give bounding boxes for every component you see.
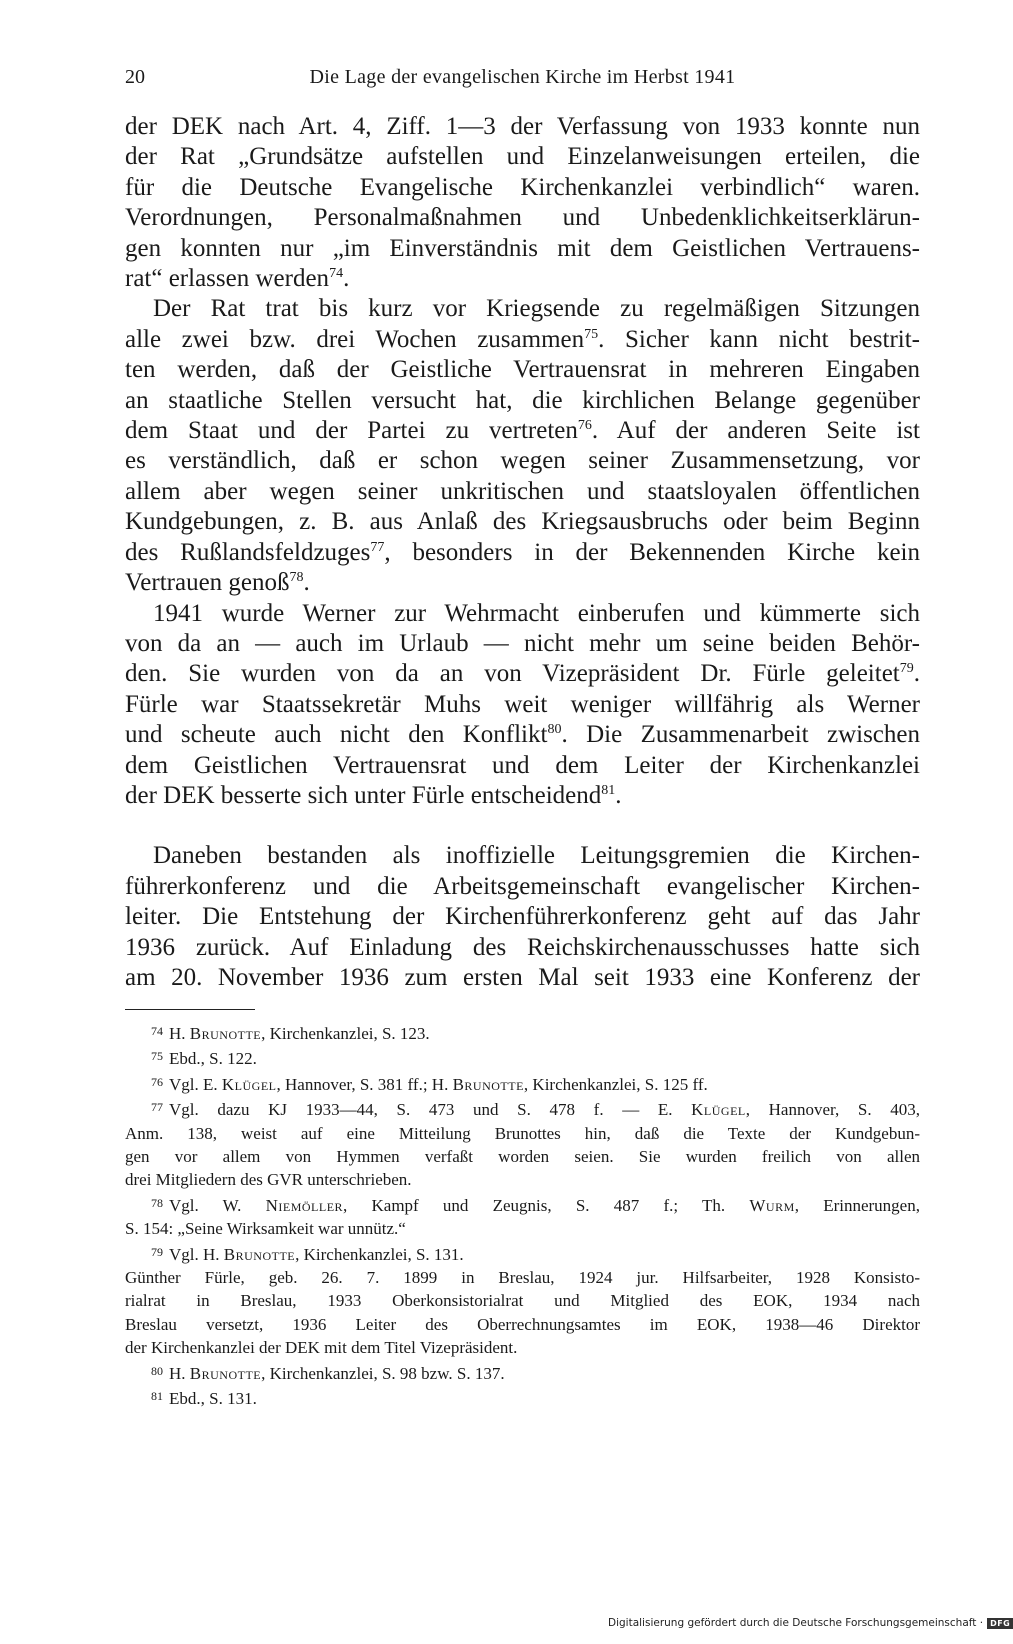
text-line xyxy=(125,325,920,355)
footnote-ref[interactable]: 75 xyxy=(584,326,599,342)
text-fragment: dem Staat und der Partei zu vertreten xyxy=(125,417,578,445)
text-line: rat“ erlassen werden$^{74}$. xyxy=(125,265,350,293)
footnote-78 xyxy=(125,1192,920,1241)
author-name: Brunotte xyxy=(223,1244,296,1264)
text-fragment: . Sicher kann nicht bestrit- xyxy=(598,325,921,353)
footnote-line xyxy=(125,1385,920,1410)
dfg-logo[interactable]: DFG xyxy=(987,1618,1013,1629)
footnote-line: rialrat in Breslau, 1933 Oberkonsistorialrat und Mitglied des EOK, 1934 nach xyxy=(125,1291,920,1311)
main-text xyxy=(125,112,920,993)
text-fragment: . xyxy=(913,660,920,688)
text-line: leiter. Die Entstehung der Kirchenführerkonferenz geht auf das Jahr xyxy=(125,903,920,931)
footnote-line: gen vor allem von Hymmen verfaßt worden seien. Sie wurden freilich von allen xyxy=(125,1147,920,1167)
author-name: Klügel xyxy=(691,1100,746,1120)
paragraph-2 xyxy=(125,294,920,598)
footnote-mark: 80 xyxy=(151,1363,163,1378)
footnote-76 xyxy=(125,1071,920,1096)
footnote-ref[interactable]: 77 xyxy=(370,539,385,555)
footnote-line: Günther Fürle, geb. 26. 7. 1899 in Breslau, 1924 jur. Hilfsarbeiter, 1928 Konsisto- xyxy=(125,1268,920,1288)
author-name: Wurm xyxy=(749,1195,795,1215)
text-line xyxy=(125,720,920,750)
text-fragment: H. xyxy=(169,1363,190,1383)
text-line: 1941 wurde Werner zur Wehrmacht einberufen und kümmerte sich xyxy=(153,599,920,627)
page-header xyxy=(125,66,920,100)
credit-text: Digitalisierung gefördert durch die Deutsche Forschungsgemeinschaft · xyxy=(608,1617,984,1629)
author-name: Klügel xyxy=(221,1074,277,1094)
author-name: Brunotte xyxy=(189,1024,262,1043)
footnote-line xyxy=(125,1192,920,1217)
footnotes xyxy=(125,1020,920,1411)
text-fragment: , Hannover, S. 381 ff.; H. xyxy=(276,1074,453,1094)
text-fragment: , Kampf und Zeugnis, S. 487 f.; Th. xyxy=(343,1195,750,1215)
text-line: der Rat „Grundsätze aufstellen und Einzelanweisungen erteilen, die xyxy=(125,143,920,171)
page-number: 20 xyxy=(125,66,145,88)
footnote-79 xyxy=(125,1241,920,1360)
text-fragment: Vgl. H. xyxy=(169,1244,224,1264)
text-fragment: und scheute auch nicht den Konflikt xyxy=(125,721,548,749)
footnote-mark: 79 xyxy=(151,1244,163,1259)
footnote-line: Anm. 138, weist auf eine Mitteilung Brunottes hin, daß die Texte der Kundgebun- xyxy=(125,1123,920,1143)
text-line: Fürle war Staatssekretär Muhs weit weniger willfährig als Werner xyxy=(125,690,920,718)
text-line: am 20. November 1936 zum ersten Mal seit 1933 eine Konferenz der xyxy=(125,963,920,991)
footnote-divider xyxy=(125,1009,255,1010)
text-line: von da an — auch im Urlaub — nicht mehr um seine beiden Behör- xyxy=(125,629,920,657)
author-name: Brunotte xyxy=(189,1363,262,1383)
text-fragment: Vgl. E. xyxy=(169,1074,222,1094)
footnote-ref[interactable]: 74 xyxy=(329,266,344,282)
text-line: Vertrauen genoß$^{78}$. xyxy=(125,569,310,597)
text-line: 1936 zurück. Auf Einladung des Reichskirchenausschusses hatte sich xyxy=(125,933,920,961)
footnote-mark: 76 xyxy=(151,1074,163,1089)
digitization-credit xyxy=(608,1617,1011,1635)
text-line: der DEK nach Art. 4, Ziff. 1—3 der Verfassung von 1933 konnte nun xyxy=(125,113,920,140)
footnote-ref[interactable]: 80 xyxy=(547,722,562,738)
text-line: dem Geistlichen Vertrauensrat und dem Leiter der Kirchenkanzlei xyxy=(125,751,920,779)
text-fragment: Ebd., S. 131. xyxy=(169,1389,257,1409)
text-fragment: . Die Zusammenarbeit zwischen xyxy=(561,721,920,749)
text-fragment: , Hannover, S. 403, xyxy=(745,1100,920,1120)
text-line: an staatliche Stellen versucht hat, die kirchlichen Belange gegenüber xyxy=(125,386,920,414)
footnote-75 xyxy=(125,1045,920,1070)
text-line: führerkonferenz und die Arbeitsgemeinschaft evangelischer Kirchen- xyxy=(125,872,920,900)
text-line: gen konnten nur „im Einverständnis mit dem Geistlichen Vertrauens- xyxy=(125,234,920,262)
text-fragment: des Rußlandsfeldzuges xyxy=(125,538,371,566)
footnote-74 xyxy=(125,1020,920,1045)
text-line xyxy=(125,659,920,689)
text-fragment: , Kirchenkanzlei, S. 131. xyxy=(295,1244,464,1264)
footnote-mark: 77 xyxy=(151,1100,163,1115)
footnote-line xyxy=(125,1020,920,1045)
text-fragment: Vertrauen genoß xyxy=(125,569,290,597)
footnote-80 xyxy=(125,1360,920,1385)
text-line: Der Rat trat bis kurz vor Kriegsende zu regelmäßigen Sitzungen xyxy=(153,295,920,323)
footnote-mark: 75 xyxy=(151,1049,163,1064)
text-fragment: rat“ erlassen werden xyxy=(125,265,330,293)
footnote-mark: 81 xyxy=(151,1389,163,1404)
paragraph-1 xyxy=(125,112,920,294)
text-fragment: Vgl. dazu KJ 1933—44, S. 473 und S. 478 f. — E. xyxy=(169,1100,692,1120)
text-line xyxy=(125,416,920,446)
footnote-line: der Kirchenkanzlei der DEK mit dem Titel Vizepräsident. xyxy=(125,1338,518,1358)
text-fragment: , besonders in der Bekennenden Kirche kein xyxy=(384,538,921,566)
text-fragment: der DEK besserte sich unter Fürle entscheidend xyxy=(125,781,602,809)
footnote-ref[interactable]: 79 xyxy=(899,661,914,677)
text-line: ten werden, daß der Geistliche Vertrauensrat in mehreren Eingaben xyxy=(125,356,920,384)
footnote-line xyxy=(125,1096,920,1121)
footnote-line: S. 154: „Seine Wirksamkeit war unnütz.“ xyxy=(125,1219,406,1239)
text-fragment: den. Sie wurden von da an von Vizepräsident Dr. Fürle geleitet xyxy=(125,660,900,688)
text-line: allem aber wegen seiner unkritischen und staatsloyalen öffentlichen xyxy=(125,477,920,505)
text-fragment: H. xyxy=(169,1024,190,1043)
footnote-mark: 74 xyxy=(151,1024,163,1038)
text-fragment: , Kirchenkanzlei, S. 98 bzw. S. 137. xyxy=(261,1363,505,1383)
text-fragment: Ebd., S. 122. xyxy=(169,1049,257,1069)
text-fragment: alle zwei bzw. drei Wochen zusammen xyxy=(125,325,585,353)
text-fragment: Vgl. W. xyxy=(169,1195,266,1215)
author-name: Niemöller xyxy=(265,1195,344,1215)
text-fragment: , Kirchenkanzlei, S. 123. xyxy=(261,1024,430,1043)
footnote-ref[interactable]: 81 xyxy=(601,782,616,798)
footnote-mark: 78 xyxy=(151,1195,163,1210)
text-line: Verordnungen, Personalmaßnahmen und Unbedenklichkeitserklärun- xyxy=(125,204,920,232)
text-line: Daneben bestanden als inoffizielle Leitungsgremien die Kirchen- xyxy=(153,842,920,870)
author-name: Brunotte xyxy=(452,1074,524,1094)
footnote-line: drei Mitgliedern des GVR unterschrieben. xyxy=(125,1170,412,1190)
text-fragment: , Erinnerungen, xyxy=(794,1195,920,1215)
paragraph-4 xyxy=(125,841,920,993)
text-line: es verständlich, daß er schon wegen seiner Zusammensetzung, vor xyxy=(125,447,920,475)
footnote-line xyxy=(125,1241,920,1266)
running-title: Die Lage der evangelischen Kirche im Herbst 1941 xyxy=(309,66,736,88)
text-fragment: , Kirchenkanzlei, S. 125 ff. xyxy=(523,1074,708,1094)
paragraph-3 xyxy=(125,599,920,812)
footnote-77 xyxy=(125,1096,920,1192)
text-line xyxy=(125,538,920,568)
footnote-line xyxy=(125,1071,920,1096)
text-line: für die Deutsche Evangelische Kirchenkanzlei verbindlich“ waren. xyxy=(125,173,920,201)
footnote-line: Breslau versetzt, 1936 Leiter des Oberrechnungsamtes im EOK, 1938—46 Direktor xyxy=(125,1314,920,1334)
text-fragment: . xyxy=(615,781,622,809)
footnote-line xyxy=(125,1045,920,1070)
text-line: Kundgebungen, z. B. aus Anlaß des Kriegsausbruchs oder beim Beginn xyxy=(125,508,920,536)
footnote-ref[interactable]: 76 xyxy=(577,418,592,434)
footnote-ref[interactable]: 78 xyxy=(289,570,304,586)
footnote-81 xyxy=(125,1385,920,1410)
text-line xyxy=(125,781,920,811)
footnote-line xyxy=(125,1360,920,1385)
text-fragment: . Auf der anderen Seite ist xyxy=(591,417,920,445)
